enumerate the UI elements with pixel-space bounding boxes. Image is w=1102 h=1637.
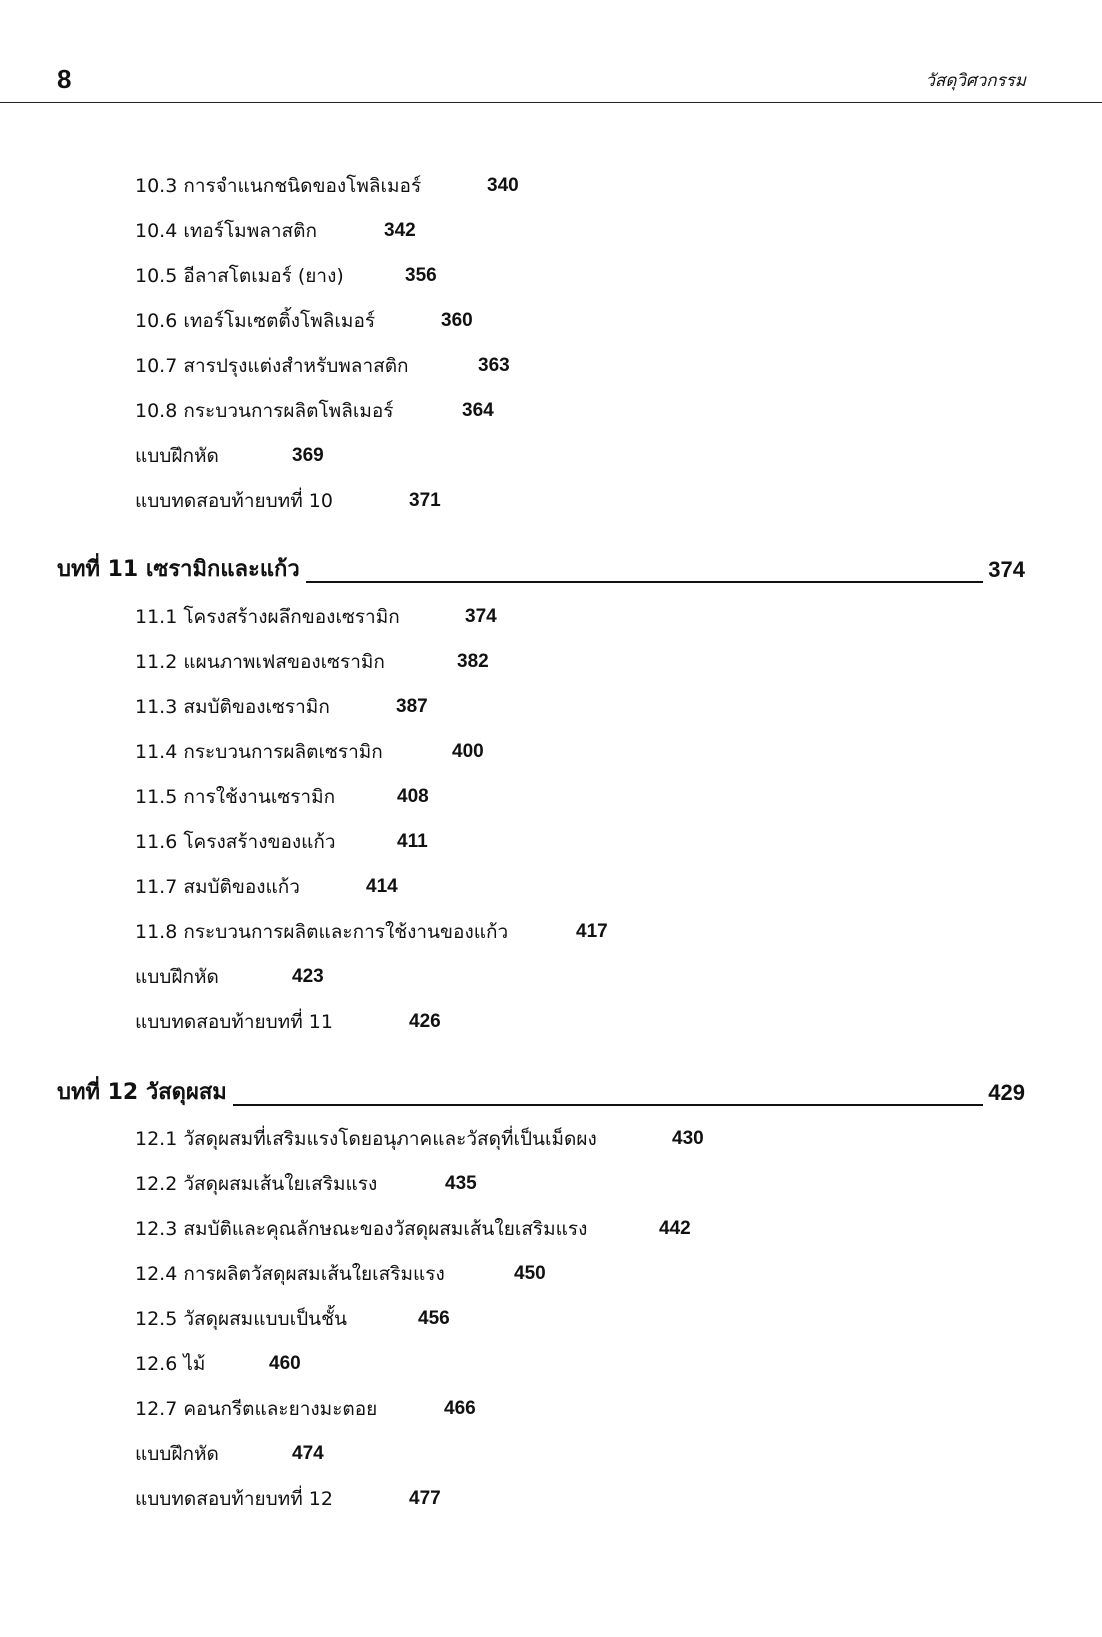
entry-title: 10.8 กระบวนการผลิตโพลิเมอร์ (135, 400, 394, 422)
entry-page: 426 (409, 1011, 441, 1032)
entry-title: 11.5 การใช้งานเซรามิก (135, 786, 336, 808)
entry-title: 11.4 กระบวนการผลิตเซรามิก (135, 741, 383, 763)
page-number: 8 (57, 64, 72, 94)
entry-page: 460 (269, 1353, 301, 1374)
header-rule (0, 102, 1102, 103)
entry-page: 417 (576, 921, 608, 942)
entry-title: 12.5 วัสดุผสมแบบเป็นชั้น (135, 1308, 347, 1330)
entry-title: 11.8 กระบวนการผลิตและการใช้งานของแก้ว (135, 921, 509, 943)
chapter-11-heading (57, 555, 1025, 587)
chapter-title: บทที่ 12 วัสดุผสม (57, 1078, 233, 1108)
entry-title: 10.5 อีลาสโตเมอร์ (ยาง) (135, 265, 344, 287)
entry-title: 11.7 สมบัติของแก้ว (135, 876, 300, 898)
entry-page: 435 (445, 1173, 477, 1194)
entry-page: 340 (487, 175, 519, 196)
entry-page: 374 (465, 606, 497, 627)
entry-title: 12.3 สมบัติและคุณลักษณะของวัสดุผสมเส้นใยเสริมแรง (135, 1218, 588, 1240)
entry-page: 342 (384, 220, 416, 241)
entry-title: 12.4 การผลิตวัสดุผสมเส้นใยเสริมแรง (135, 1263, 445, 1285)
entry-title: 10.6 เทอร์โมเซตติ้งโพลิเมอร์ (135, 310, 376, 332)
entry-title: 12.2 วัสดุผสมเส้นใยเสริมแรง (135, 1173, 378, 1195)
entry-page: 371 (409, 490, 441, 511)
entry-page: 356 (405, 265, 437, 286)
chapter-12-heading (57, 1078, 1025, 1110)
entry-title: 10.4 เทอร์โมพลาสติก (135, 220, 317, 242)
entry-page: 442 (659, 1218, 691, 1239)
entry-title: 11.6 โครงสร้างของแก้ว (135, 831, 336, 853)
entry-title: แบบทดสอบท้ายบทที่ 10 (135, 490, 333, 512)
entry-title: แบบทดสอบท้ายบทที่ 12 (135, 1488, 333, 1510)
entry-page: 382 (457, 651, 489, 672)
entry-title: แบบฝึกหัด (135, 1443, 219, 1465)
chapter-page: 374 (986, 555, 1025, 585)
entry-title: แบบทดสอบท้ายบทที่ 11 (135, 1011, 333, 1033)
entry-page: 430 (672, 1128, 704, 1149)
entry-page: 477 (409, 1488, 441, 1509)
entry-page: 423 (292, 966, 324, 987)
entry-title: แบบฝึกหัด (135, 966, 219, 988)
entry-page: 363 (478, 355, 510, 376)
entry-page: 474 (292, 1443, 324, 1464)
entry-page: 456 (418, 1308, 450, 1329)
entry-title: 12.7 คอนกรีตและยางมะตอย (135, 1398, 378, 1420)
entry-title: 11.1 โครงสร้างผลึกของเซรามิก (135, 606, 400, 628)
entry-title: 11.2 แผนภาพเฟสของเซรามิก (135, 651, 385, 673)
entry-page: 369 (292, 445, 324, 466)
entry-title: 10.3 การจำแนกชนิดของโพลิเมอร์ (135, 175, 422, 197)
entry-page: 364 (462, 400, 494, 421)
entry-page: 450 (514, 1263, 546, 1284)
entry-title: 12.1 วัสดุผสมที่เสริมแรงโดยอนุภาคและวัสดุที่เป็นเม็ดผง (135, 1128, 597, 1150)
entry-page: 466 (444, 1398, 476, 1419)
chapter-title: บทที่ 11 เซรามิกและแก้ว (57, 555, 306, 585)
chapter-page: 429 (986, 1078, 1025, 1108)
entry-page: 400 (452, 741, 484, 762)
entry-page: 411 (397, 831, 428, 852)
entry-page: 360 (441, 310, 473, 331)
entry-page: 387 (396, 696, 428, 717)
book-title: วัสดุวิศวกรรม (925, 71, 1026, 91)
entry-title: 10.7 สารปรุงแต่งสำหรับพลาสติก (135, 355, 409, 377)
entry-page: 408 (397, 786, 429, 807)
entry-page: 414 (366, 876, 398, 897)
entry-title: 12.6 ไม้ (135, 1353, 206, 1375)
entry-title: 11.3 สมบัติของเซรามิก (135, 696, 330, 718)
entry-title: แบบฝึกหัด (135, 445, 219, 467)
